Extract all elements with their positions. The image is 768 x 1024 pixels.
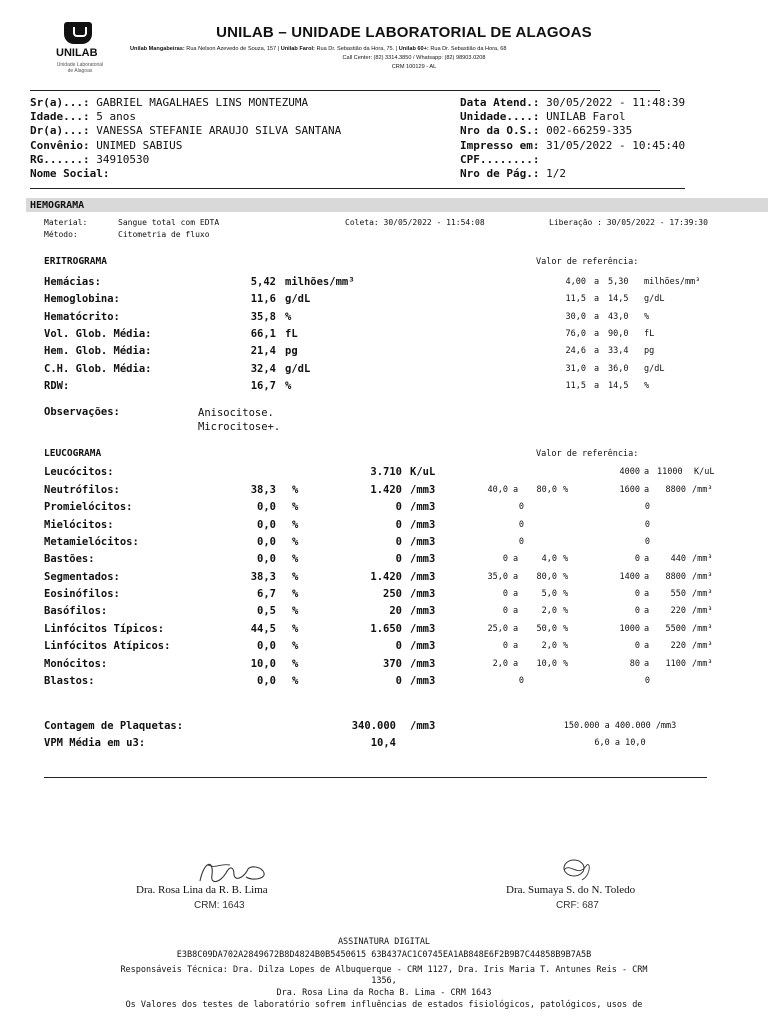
leuco-ref-abs-lo: 0 (634, 554, 640, 565)
leuco-ref-abs-lo: 0 (634, 589, 640, 600)
leuco-ref-abs-unit: /mm³ (692, 589, 713, 600)
page-label: Nro de Pág.: (460, 167, 540, 181)
eritrograma-ref-header: Valor de referência: (536, 257, 639, 267)
leuco-row-abs: 0 (395, 536, 402, 549)
leuco-ref-pct-hi: 50,0 (536, 623, 557, 634)
patient-name: GABRIEL MAGALHAES LINS MONTEZUMA (89, 96, 309, 109)
leuco-ref-abs-hi: 8800 (665, 571, 686, 582)
eritro-row-value: 66,1 (250, 327, 276, 340)
leuco-row-abs-unit: /mm3 (410, 640, 436, 653)
eritro-row-name: Hem. Glob. Média: (44, 345, 152, 358)
eritro-row-unit: pg (285, 345, 298, 358)
leuco-row-name: Mielócitos: (44, 518, 114, 531)
leuco-ref-abs-lo: 1000 (619, 623, 640, 634)
leuco-ref-pct: 0 (518, 502, 524, 513)
leuco-row-pct: 38,3 (250, 484, 276, 496)
leuco-ref-pct-hi: 10,0 (536, 658, 557, 669)
patient-age: 5 anos (89, 110, 136, 124)
results-divider (44, 777, 707, 778)
leuco-ref-pct-a: a (513, 554, 519, 565)
metodo-value: Citometria de fluxo (118, 230, 210, 239)
atend-date-label: Data Atend.: (460, 96, 540, 109)
leuco-ref-abs-lo: 0 (634, 641, 640, 652)
leuco-ref-pct-a: a (513, 571, 519, 582)
signature-1-crm: CRM: 1643 (194, 900, 245, 911)
exam-title: HEMOGRAMA (30, 200, 85, 211)
eritro-row-value: 21,4 (250, 345, 276, 358)
eritro-ref-hi: 90,0 (608, 328, 629, 339)
leuco-row-abs-unit: /mm3 (410, 622, 436, 635)
eritro-ref-hi: 33,4 (608, 346, 629, 357)
leuco-row-abs-unit: /mm3 (410, 518, 436, 531)
leuco-row-name: Neutrófilos: (44, 484, 120, 496)
leuco-ref-hi: 11000 (657, 467, 683, 477)
os-label: Nro da O.S.: (460, 124, 540, 138)
addr-label-mangabeiras: Unilab Mangabeiras: (130, 46, 185, 52)
leuco-row-abs-unit: /mm3 (410, 501, 436, 514)
leuco-row-abs-unit: /mm3 (410, 536, 436, 549)
plaq-row-name: Contagem de Plaquetas: (44, 720, 184, 732)
insurance-label: Convênio: (30, 138, 90, 152)
leuco-ref-abs-lo: 80 (629, 658, 640, 669)
insurance-line (30, 139, 341, 153)
leuco-ref-abs-unit: /mm³ (692, 485, 713, 495)
leuco-ref-abs-hi: 1100 (665, 658, 686, 669)
leuco-ref-abs: 0 (644, 537, 650, 548)
leuco-ref-pct-hi: 2,0 (541, 606, 557, 617)
leuco-ref-pct-lo: 0 (502, 641, 508, 652)
eritro-row-unit: g/dL (285, 362, 311, 375)
leuco-ref-abs: 0 (644, 502, 650, 513)
leuco-ref-abs-a: a (644, 554, 650, 565)
leuco-row-pct: 0,0 (257, 518, 276, 531)
leuco-row-name: Metamielócitos: (44, 536, 139, 549)
eritro-ref-a: a (594, 363, 600, 374)
page-number: 1/2 (539, 167, 566, 181)
leuco-ref-pct-hi: 80,0 (536, 571, 557, 582)
responsible-line-2: 1356, (371, 976, 397, 986)
leuco-ref-abs-unit: /mm³ (692, 658, 713, 669)
leuco-ref-pct-lo: 35,0 (487, 571, 508, 582)
leuco-ref-abs-hi: 8800 (665, 485, 686, 495)
eritro-ref-unit: pg (644, 346, 655, 357)
leuco-row-pct-unit: % (292, 536, 299, 549)
leuco-ref-a: a (644, 467, 650, 477)
eritro-ref-a: a (594, 380, 600, 391)
leuco-row-pct-unit: % (292, 518, 299, 531)
lab-crm: CRM 100129 - AL (391, 64, 437, 70)
rg-label: RG......: (30, 152, 90, 166)
eritro-ref-unit: g/dL (644, 294, 665, 305)
plaq-row-name: VPM Média em u3: (44, 737, 146, 749)
obs-label: Observações: (44, 406, 120, 418)
leuco-row-abs: 20 (389, 605, 402, 618)
eritro-row-unit: % (285, 310, 292, 323)
leuco-ref-pct: 0 (518, 675, 524, 686)
eritro-ref-unit: fL (644, 328, 655, 339)
leuco-ref-pct-unit: % (563, 571, 569, 582)
leuco-row-abs-unit: /mm3 (410, 605, 436, 618)
leuco-ref-pct-lo: 2,0 (492, 658, 508, 669)
leuco-row-pct-unit: % (292, 622, 299, 635)
doctor-line (30, 124, 341, 138)
leuco-ref-pct-a: a (513, 589, 519, 600)
leuco-ref-abs-a: a (644, 658, 650, 669)
leuco-row-abs: 0 (395, 518, 402, 531)
social-name-line (30, 167, 341, 181)
leuco-row-abs: 1.420 (370, 570, 402, 583)
eritro-row-name: C.H. Glob. Média: (44, 362, 152, 375)
leuco-row-pct-unit: % (292, 484, 299, 496)
unit: UNILAB Farol (539, 110, 626, 124)
eritro-ref-lo: 24,6 (565, 346, 586, 357)
leuco-unit: K/uL (410, 466, 436, 478)
eritro-row-name: RDW: (44, 379, 70, 392)
leuco-row-pct-unit: % (292, 588, 299, 601)
leuco-row-abs-unit: /mm3 (410, 570, 436, 583)
digital-signature-hash: E3B8C09DA702A2849672B8D4824B0B5450615 63B437AC1C0745EA1AB848E6F2B9B7C44858B9B7A5B (176, 950, 592, 960)
leuco-row-name: Linfócitos Atípicos: (44, 640, 171, 653)
leuco-row-abs: 0 (395, 501, 402, 514)
leuco-row-pct-unit: % (292, 570, 299, 583)
logo-tagline: Unidade Laboratorial de Alagoas (56, 62, 104, 74)
atend-date: 30/05/2022 - 11:48:39 (539, 96, 686, 109)
eritro-ref-lo: 31,0 (565, 363, 586, 374)
logo-text: UNILAB (56, 47, 98, 59)
leuco-row-pct-unit: % (292, 501, 299, 514)
leuco-ref-abs-hi: 220 (670, 606, 686, 617)
leuco-row-abs-unit: /mm3 (410, 588, 436, 601)
eritro-row-value: 5,42 (250, 276, 276, 288)
leuco-ref-abs-lo: 1600 (619, 485, 640, 495)
leuco-ref-pct-hi: 2,0 (541, 641, 557, 652)
signature-2-crm: CRF: 687 (556, 900, 599, 911)
leucograma-ref-header: Valor de referência: (536, 449, 639, 459)
leuco-row-pct-unit: % (292, 640, 299, 653)
leuco-ref-pct-unit: % (563, 485, 569, 495)
plaq-row-unit: /mm3 (410, 720, 436, 732)
digital-signature-title: ASSINATURA DIGITAL (337, 937, 431, 947)
material-value: Sangue total com EDTA (118, 218, 220, 227)
leuco-ref-abs-a: a (644, 606, 650, 617)
plaq-row-ref: 150.000 a 400.000 /mm3 (563, 721, 677, 731)
addr-text-mangabeiras: Rua Nelson Azevedo de Souza, 157 | (184, 46, 281, 52)
leuco-ref-abs-a: a (644, 641, 650, 652)
leuco-ref-abs-a: a (644, 589, 650, 600)
eritro-ref-a: a (594, 346, 600, 357)
rg-line (30, 153, 341, 167)
addr-label-farol: Unilab Farol: (280, 46, 315, 52)
eritro-row-name: Hemácias: (44, 276, 101, 288)
leuco-row-name: Monócitos: (44, 657, 108, 670)
leuco-row-pct: 10,0 (250, 657, 276, 670)
leuco-ref-pct-a: a (513, 623, 519, 634)
leuco-row-name: Segmentados: (44, 570, 120, 583)
lab-addresses (130, 46, 507, 52)
eritro-row-unit: milhões/mm³ (285, 276, 355, 288)
eritro-row-name: Vol. Glob. Média: (44, 327, 152, 340)
cpf-line (460, 153, 685, 167)
eritro-row-value: 35,8 (250, 310, 276, 323)
plaq-row-ref: 6,0 a 10,0 (594, 738, 646, 748)
leuco-ref-lo: 4000 (619, 467, 640, 477)
section-bar (26, 198, 768, 212)
leuco-row-abs: 1.420 (370, 484, 402, 496)
signature-scribble-2 (556, 856, 596, 886)
patient-age-label: Idade...: (30, 110, 90, 124)
leuco-ref-pct: 0 (518, 537, 524, 548)
leuco-ref-abs-hi: 5500 (665, 623, 686, 634)
social-name-label: Nome Social: (30, 167, 110, 181)
leuco-ref-abs-a: a (644, 623, 650, 634)
leuco-row-pct-unit: % (292, 657, 299, 670)
eritrograma-title: ERITROGRAMA (44, 256, 107, 267)
os-line (460, 124, 685, 138)
eritro-row-name: Hematócrito: (44, 310, 120, 323)
eritro-ref-a: a (594, 294, 600, 305)
eritro-ref-hi: 36,0 (608, 363, 629, 374)
eritro-ref-lo: 11,5 (565, 294, 586, 305)
eritro-row-name: Hemoglobina: (44, 293, 120, 306)
obs-line-1: Anisocitose. (198, 407, 274, 419)
leuco-ref-pct-lo: 40,0 (487, 485, 508, 495)
eritro-row-value: 16,7 (250, 379, 276, 392)
liberacao: Liberação : 30/05/2022 - 17:39:30 (549, 218, 708, 227)
eritro-ref-unit: % (644, 380, 650, 391)
plaq-row-value: 340.000 (351, 720, 396, 732)
leuco-ref-abs-unit: /mm³ (692, 606, 713, 617)
patient-right (460, 96, 685, 181)
leuco-row-pct: 0,0 (257, 640, 276, 653)
eritro-ref-unit: g/dL (644, 363, 665, 374)
leuco-ref-abs-unit: /mm³ (692, 554, 713, 565)
coleta: Coleta: 30/05/2022 - 11:54:08 (345, 218, 485, 227)
leuco-row-name: Eosinófilos: (44, 588, 120, 601)
eritro-row-value: 32,4 (250, 362, 276, 375)
call-center: Call Center: (82) 3314.3850 / Whatsapp: (82) 98903.0208 (342, 55, 486, 61)
leuco-ref-pct-a: a (513, 658, 519, 669)
leuco-row-pct: 44,5 (250, 622, 276, 635)
leuco-ref-pct-lo: 25,0 (487, 623, 508, 634)
leuco-ref-pct-hi: 5,0 (541, 589, 557, 600)
leuco-ref-abs-lo: 0 (634, 606, 640, 617)
leuco-row-pct-unit: % (292, 674, 299, 687)
eritro-ref-lo: 30,0 (565, 311, 586, 322)
cpf-label: CPF........: (460, 152, 540, 166)
leuco-ref-pct-unit: % (563, 606, 569, 617)
eritro-ref-hi: 5,30 (608, 277, 629, 287)
signature-2-name: Dra. Sumaya S. do N. Toledo (506, 884, 636, 896)
patient-name-label: Sr(a)...: (30, 96, 90, 109)
signature-1-name: Dra. Rosa Lina da R. B. Lima (136, 884, 268, 896)
patient-left (30, 96, 341, 181)
printed-date: 31/05/2022 - 10:45:40 (539, 138, 686, 152)
leuco-row-abs: 1.650 (370, 622, 402, 635)
leuco-row-abs-unit: /mm3 (410, 657, 436, 670)
leuco-value: 3.710 (370, 466, 402, 478)
eritro-row-unit: % (285, 379, 292, 392)
leuco-ref-abs: 0 (644, 519, 650, 530)
eritro-ref-hi: 43,0 (608, 311, 629, 322)
leuco-ref-pct-hi: 4,0 (541, 554, 557, 565)
doctor-label: Dr(a)...: (30, 124, 90, 138)
patient-name-line (30, 96, 341, 110)
leuco-row-pct-unit: % (292, 553, 299, 566)
obs-line-2: Microcitose+. (198, 421, 281, 433)
printed-line (460, 139, 685, 153)
leuco-row-name: Promielócitos: (44, 501, 133, 514)
leuco-ref-pct-hi: 80,0 (536, 485, 557, 495)
eritro-ref-lo: 11,5 (565, 380, 586, 391)
unit-label: Unidade....: (460, 110, 540, 124)
leuco-row-name: Basófilos: (44, 605, 108, 618)
leucograma-title: LEUCOGRAMA (44, 448, 102, 459)
rg: 34910530 (89, 152, 150, 166)
obs-values (198, 406, 280, 434)
responsible-line-1: Responsáveis Técnica: Dra. Dilza Lopes de Albuquerque - CRM 1127, Dra. Iris Maria T. Antunes Reis - CRM (120, 965, 648, 975)
lab-name: UNILAB – UNIDADE LABORATORIAL DE ALAGOAS (216, 24, 592, 41)
eritro-ref-unit: milhões/mm³ (644, 277, 701, 287)
eritro-ref-unit: % (644, 311, 650, 322)
leuco-ref-pct-unit: % (563, 623, 569, 634)
leuco-row-pct: 0,0 (257, 674, 276, 687)
leuco-row-abs: 0 (395, 674, 402, 687)
leuco-row-pct-unit: % (292, 605, 299, 618)
leuco-row-abs-unit: /mm3 (410, 484, 436, 496)
eritro-row-value: 11,6 (250, 293, 276, 306)
leuco-row-pct: 0,0 (257, 553, 276, 566)
eritro-ref-lo: 4,00 (565, 277, 586, 287)
eritro-row-unit: g/dL (285, 293, 311, 306)
addr-label-60plus: Unilab 60+: (398, 46, 429, 52)
leuco-ref-pct-unit: % (563, 641, 569, 652)
leuco-row-abs: 0 (395, 640, 402, 653)
leuco-row-name: Linfócitos Típicos: (44, 622, 165, 635)
leuco-ref-pct-a: a (513, 641, 519, 652)
leuco-ref-abs-unit: /mm³ (692, 641, 713, 652)
leuco-ref-pct-lo: 0 (502, 589, 508, 600)
leuco-ref-abs-hi: 220 (670, 641, 686, 652)
leuco-row-abs: 0 (395, 553, 402, 566)
unit-line (460, 110, 685, 124)
eritro-row-unit: fL (285, 327, 298, 340)
eritro-ref-hi: 14,5 (608, 294, 629, 305)
leuco-ref-abs-lo: 1400 (619, 571, 640, 582)
doctor-name: VANESSA STEFANIE ARAUJO SILVA SANTANA (89, 124, 342, 138)
addr-text-60plus: Rua Dr. Sebastião da Hora, 68 (428, 46, 507, 52)
leuco-ref-pct-unit: % (563, 554, 569, 565)
leuco-row-pct: 0,5 (257, 605, 276, 618)
leuco-ref-pct-lo: 0 (502, 554, 508, 565)
metodo-label: Método: (44, 230, 78, 239)
os-number: 002-66259-335 (539, 124, 633, 138)
leuco-ref-abs-hi: 440 (670, 554, 686, 565)
leuco-row-abs-unit: /mm3 (410, 674, 436, 687)
leuco-ref-pct-a: a (513, 606, 519, 617)
leuco-ref-unit: K/uL (694, 467, 715, 477)
leuco-row-abs: 250 (383, 588, 402, 601)
leuco-row-pct: 0,0 (257, 536, 276, 549)
insurance: UNIMED SABIUS (89, 138, 183, 152)
header-divider (30, 90, 660, 91)
leuco-row-abs: 370 (383, 657, 402, 670)
material-label: Material: (44, 218, 88, 227)
disclaimer: Os Valores dos testes de laboratório sofrem influências de estados fisiológicos, patológicos, usos de (125, 1000, 643, 1010)
printed-label: Impresso em: (460, 138, 540, 152)
leuco-row-pct: 0,0 (257, 501, 276, 514)
plaq-row-value: 10,4 (370, 737, 396, 749)
patient-divider (30, 188, 685, 189)
patient-age-line (30, 110, 341, 124)
eritro-ref-lo: 76,0 (565, 328, 586, 339)
leuco-ref-abs-a: a (644, 571, 650, 582)
leuco-ref-abs-unit: /mm³ (692, 623, 713, 634)
leuco-row-name: Blastos: (44, 674, 95, 687)
eritro-ref-hi: 14,5 (608, 380, 629, 391)
leuco-ref-pct-a: a (513, 485, 519, 495)
leuco-ref-pct-lo: 0 (502, 606, 508, 617)
responsible-line-3: Dra. Rosa Lina da Rocha B. Lima - CRM 1643 (276, 988, 492, 998)
eritro-ref-a: a (594, 328, 600, 339)
leuco-ref-pct-unit: % (563, 658, 569, 669)
leuco-row-pct: 6,7 (257, 588, 276, 601)
leuco-ref-abs-a: a (644, 485, 650, 495)
leuco-ref-abs-hi: 550 (670, 589, 686, 600)
eritro-ref-a: a (594, 311, 600, 322)
leuco-row-abs-unit: /mm3 (410, 553, 436, 566)
page-line (460, 167, 685, 181)
leuco-ref-abs-unit: /mm³ (692, 571, 713, 582)
eritro-ref-a: a (594, 277, 600, 287)
leuco-ref-pct: 0 (518, 519, 524, 530)
leuco-ref-abs: 0 (644, 675, 650, 686)
leuco-name: Leucócitos: (44, 466, 114, 478)
leuco-ref-pct-unit: % (563, 589, 569, 600)
leuco-row-pct: 38,3 (250, 570, 276, 583)
leuco-row-name: Bastões: (44, 553, 95, 566)
atend-date-line (460, 96, 685, 110)
addr-text-farol: Rua Dr. Sebastião da Hora, 75. | (314, 46, 399, 52)
